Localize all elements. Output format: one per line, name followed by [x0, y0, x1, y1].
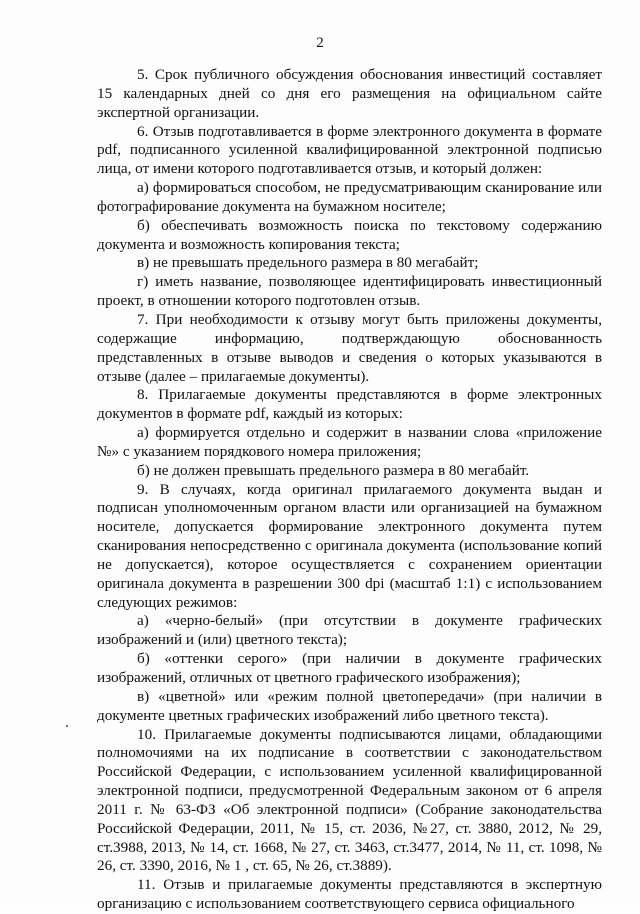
paragraph-6d: г) иметь название, позволяющее идентифицировать инвестиционный проект, в отношении которого подготовлен отзыв. [97, 273, 602, 310]
paragraph-8a: а) формируется отдельно и содержит в названии слова «приложение №» с указанием порядкового номера приложения; [97, 424, 602, 460]
paragraph-11-submission: 11. Отзыв и прилагаемые документы представляются в экспертную организацию с использованием соответствующего сервиса официального [97, 876, 602, 913]
paragraph-6b: б) обеспечивать возможность поиска по текстовому содержанию документа и возможность копирования текста; [97, 216, 602, 253]
paragraph-8-attachment-format: 8. Прилагаемые документы представляются в форме электронных документов в формате pdf, каждый из которых: [97, 386, 602, 423]
paragraph-7-attached-documents: 7. При необходимости к отзыву могут быть приложены документы, содержащие информацию, подтверждающую обоснованность представленных в отзыве выводов и сведения о которых указываются в отзыве (далее – прилагаемые документы). [97, 310, 602, 385]
paragraph-9a: а) «черно-белый» (при отсутствии в документе графических изображений и (или) цветного текста); [97, 612, 602, 649]
paragraph-8b: б) не должен превышать предельного размера в 80 мегабайт. [137, 461, 530, 479]
paragraph-9c: в) «цветной» или «режим полной цветопередачи» (при наличии в документе цветных графических изображений либо цветного текста). [97, 687, 602, 724]
page-number: 2 [316, 35, 324, 51]
paragraph-9-scanning: 9. В случаях, когда оригинал прилагаемого документа выдан и подписан уполномоченным органом власти или организацией на бумажном носителе, допускается формирование электронного документа путем сканирования непосредственно с оригинала документа (использование копий не допускается), которое осуществляется с сохранением ориентации оригинала документа в разрешении 300 dpi (масштаб 1:1) с использованием следующих режимов: [97, 480, 602, 611]
paragraph-5-discussion-period: 5. Срок публичного обсуждения обоснования инвестиций составляет 15 календарных дней со дня его размещения на официальном сайте экспертной организации. [97, 66, 602, 121]
paragraph-6a: а) формироваться способом, не предусматривающим сканирование или фотографирование документа на бумажном носителе; [97, 179, 602, 215]
paragraph-6c: в) не превышать предельного размера в 80 мегабайт; [137, 254, 479, 272]
margin-speck [66, 725, 68, 727]
paragraph-6-review-format: 6. Отзыв подготавливается в форме электронного документа в формате pdf, подписанного усиленной квалифицированной электронной подписью лица, от имени которого подготавливается отзыв, и который должен: [97, 122, 602, 178]
paragraph-10-signing: 10. Прилагаемые документы подписываются лицами, обладающими полномочиями на их подписание в соответствии с законодательством Российской Федерации, с использованием усиленной квалифицированной электронной подписи, предусмотренной Федеральным законом от 6 апреля 2011 г. № 63-ФЗ «Об электронной подписи» (Собрание законодательства Российской Федерации, 2011, № 15, ст. 2036, №27, ст. 3880, 2012, № 29, ст.3988, 2013, № 14, ст. 1668, № 27, ст. 3463, ст.3477, 2014, № 11, ст. 1098, № 26, ст. 3390, 2016, № 1 , ст. 65, № 26, ст.3889). [97, 725, 602, 875]
document-body [97, 66, 602, 914]
paragraph-9b: б) «оттенки серого» (при наличии в документе графических изображений, отличных от цветного графического изображения); [97, 650, 602, 686]
